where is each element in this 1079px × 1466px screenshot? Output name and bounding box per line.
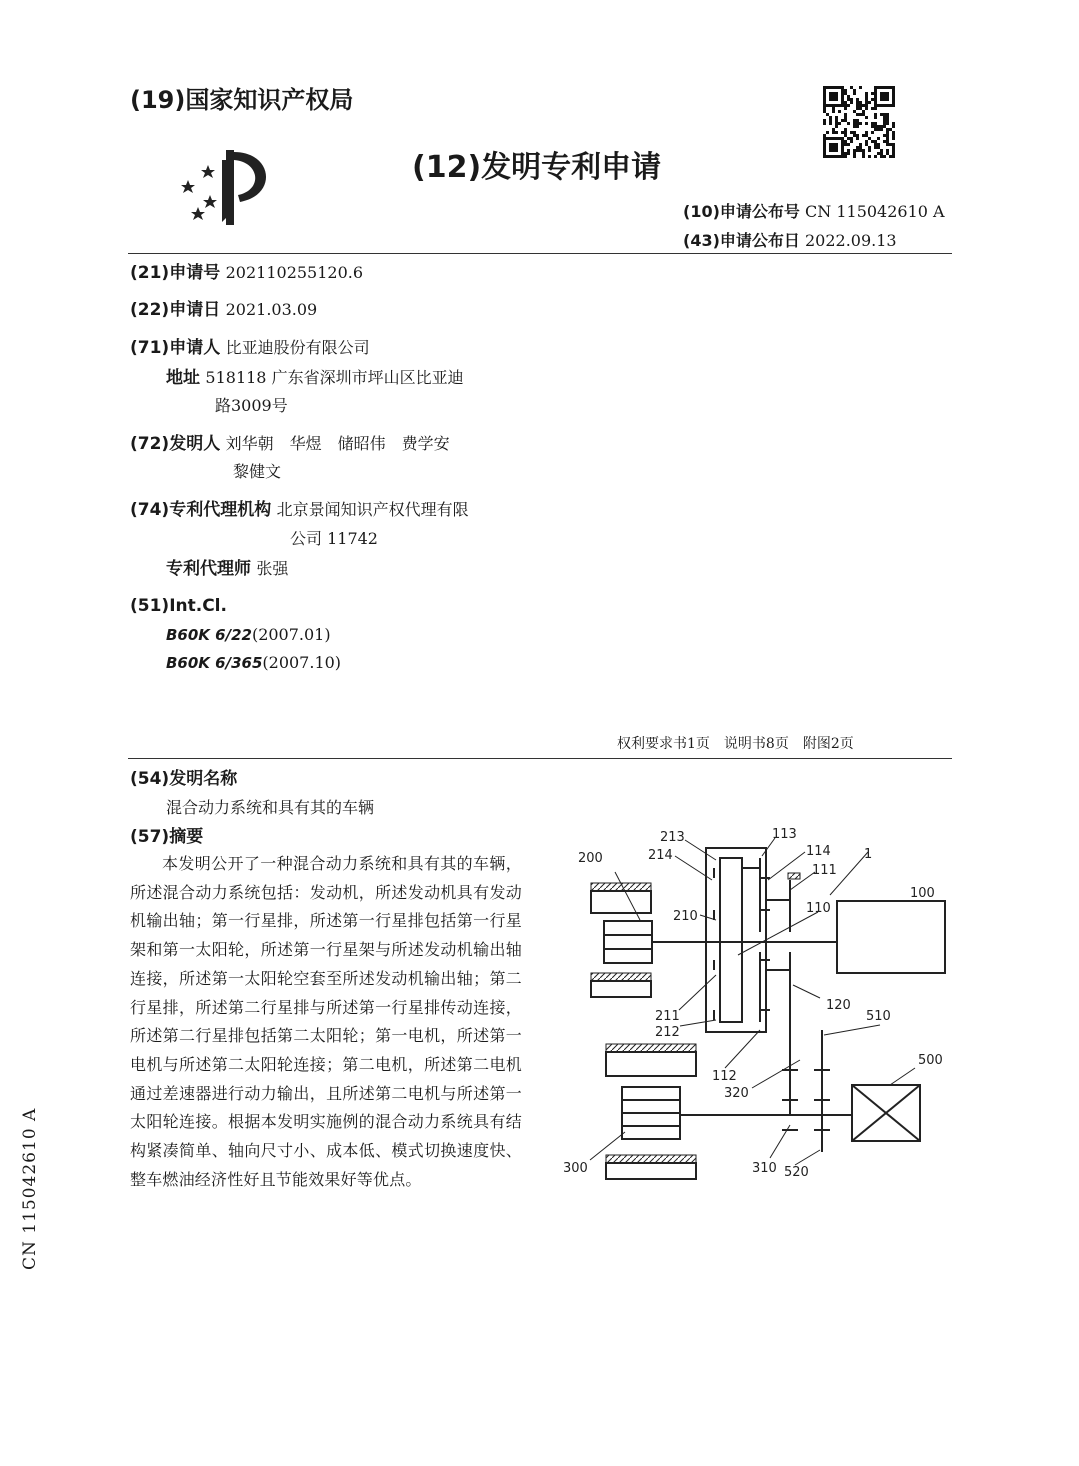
pages-info: 权利要求书1页 说明书8页 附图2页: [617, 736, 854, 752]
label-113: 113: [772, 827, 797, 842]
ground-left-2: [606, 1044, 696, 1052]
publication-date-label: (43)申请公布日: [683, 231, 800, 250]
application-date-label: (22)申请日: [130, 300, 221, 320]
publication-number-value: CN 115042610 A: [805, 202, 945, 221]
ground-bottom: [606, 1155, 696, 1163]
ipc-code: B60K 6/22: [166, 626, 252, 644]
abstract-paragraph: 本发明公开了一种混合动力系统和具有其的车辆，所述混合动力系统包括：发动机，所述发动机具有发动机输出轴；第一行星排，所述第一行星排包括第一行星架和第一太阳轮，所述第一行星架与所述发动机输出轴连接，所述第一太阳轮空套至所述发动机输出轴；第二行星排，所述第二行星排与所述第一行星排传动连接，所述第二行星排包括第二太阳轮；第一电机，所述第一电机与所述第二太阳轮连接；第二电机，所述第二电机通过差速器进行动力输出，且所述第二电机与所述第一太阳轮连接。根据本发明实施例的混合动力系统具有结构紧凑简单、轴向尺寸小、成本低、模式切换速度快、整车燃油经济性好且节能效果好等优点。: [130, 854, 522, 1189]
applicant-value: 比亚迪股份有限公司: [225, 338, 370, 357]
section-divider: [128, 758, 952, 759]
ground-mid-left: [591, 973, 651, 981]
label-100: 100: [910, 886, 935, 901]
label-200: 200: [578, 851, 603, 866]
inventors-line-1: 刘华朝 华煜 储昭伟 费学安: [225, 434, 450, 453]
planet-carrier-inner: [720, 858, 742, 1022]
document-type: (12)发明专利申请: [412, 150, 662, 185]
inventors-line-2: 黎健文: [233, 462, 282, 481]
patent-agency-line-2: 公司 11742: [290, 529, 378, 548]
header-divider: [128, 253, 952, 254]
applicant-label: (71)申请人: [130, 338, 221, 358]
application-number-value: 202110255120.6: [225, 263, 364, 282]
ipc-entry-2: [166, 652, 341, 674]
office-name: (19)国家知识产权局: [130, 86, 354, 114]
application-date-value: 2021.03.09: [225, 300, 318, 319]
publication-number-label: (10)申请公布号: [683, 202, 800, 221]
side-publication-number: CN 115042610 A: [20, 1107, 40, 1270]
engine-100: [837, 901, 945, 973]
publication-date: [683, 228, 897, 251]
application-date: [130, 299, 317, 321]
publication-date-value: 2022.09.13: [805, 231, 897, 250]
label-320: 320: [724, 1086, 749, 1101]
patent-agency: [130, 499, 469, 521]
cnipa-logo: [178, 140, 288, 230]
address-label: 地址: [166, 368, 200, 388]
label-310: 310: [752, 1161, 777, 1176]
int-cl-label: (51)Int.Cl.: [130, 596, 227, 616]
label-112: 112: [712, 1069, 737, 1084]
ipc-code: B60K 6/365: [166, 654, 263, 672]
applicant: [130, 337, 370, 359]
address-line-2: 路3009号: [215, 396, 288, 415]
abstract-label: (57)摘要: [130, 827, 204, 847]
inventors: [130, 433, 450, 455]
patent-agent-label: 专利代理师: [166, 559, 251, 579]
ipc-version: (2007.01): [251, 625, 331, 644]
label-1: 1: [864, 847, 873, 862]
patent-agency-label: (74)专利代理机构: [130, 500, 272, 520]
label-210: 210: [673, 909, 698, 924]
hybrid-system-diagram: [560, 820, 960, 1180]
label-111: 111: [812, 863, 837, 878]
label-110: 110: [806, 901, 831, 916]
label-114: 114: [806, 844, 831, 859]
label-300: 300: [563, 1161, 588, 1176]
label-211: 211: [655, 1009, 680, 1024]
motor-200-rotor: [604, 921, 652, 963]
ground-top-left-base: [591, 891, 651, 913]
ipc-version: (2007.10): [262, 653, 342, 672]
publication-number: [683, 199, 945, 222]
inventors-label: (72)发明人: [130, 434, 221, 454]
label-214: 214: [648, 848, 673, 863]
label-520: 520: [784, 1165, 809, 1180]
ipc-entry-1: [166, 624, 331, 646]
patent-agent-value: 张强: [256, 559, 289, 578]
label-510: 510: [866, 1009, 891, 1024]
ground-right-top: [788, 873, 800, 879]
label-212: 212: [655, 1025, 680, 1040]
label-500: 500: [918, 1053, 943, 1068]
invention-title: 混合动力系统和具有其的车辆: [166, 798, 375, 817]
label-120: 120: [826, 998, 851, 1013]
patent-agency-line-1: 北京景闻知识产权代理有限: [276, 500, 469, 519]
application-number-label: (21)申请号: [130, 263, 221, 283]
invention-title-label: (54)发明名称: [130, 769, 238, 789]
patent-agent: [166, 558, 288, 580]
address-line-1: 518118 广东省深圳市坪山区比亚迪: [205, 368, 464, 387]
application-number: [130, 262, 363, 284]
address: [166, 367, 464, 389]
label-213: 213: [660, 830, 685, 845]
abstract-text: [130, 850, 522, 1194]
qr-code: [823, 86, 895, 158]
